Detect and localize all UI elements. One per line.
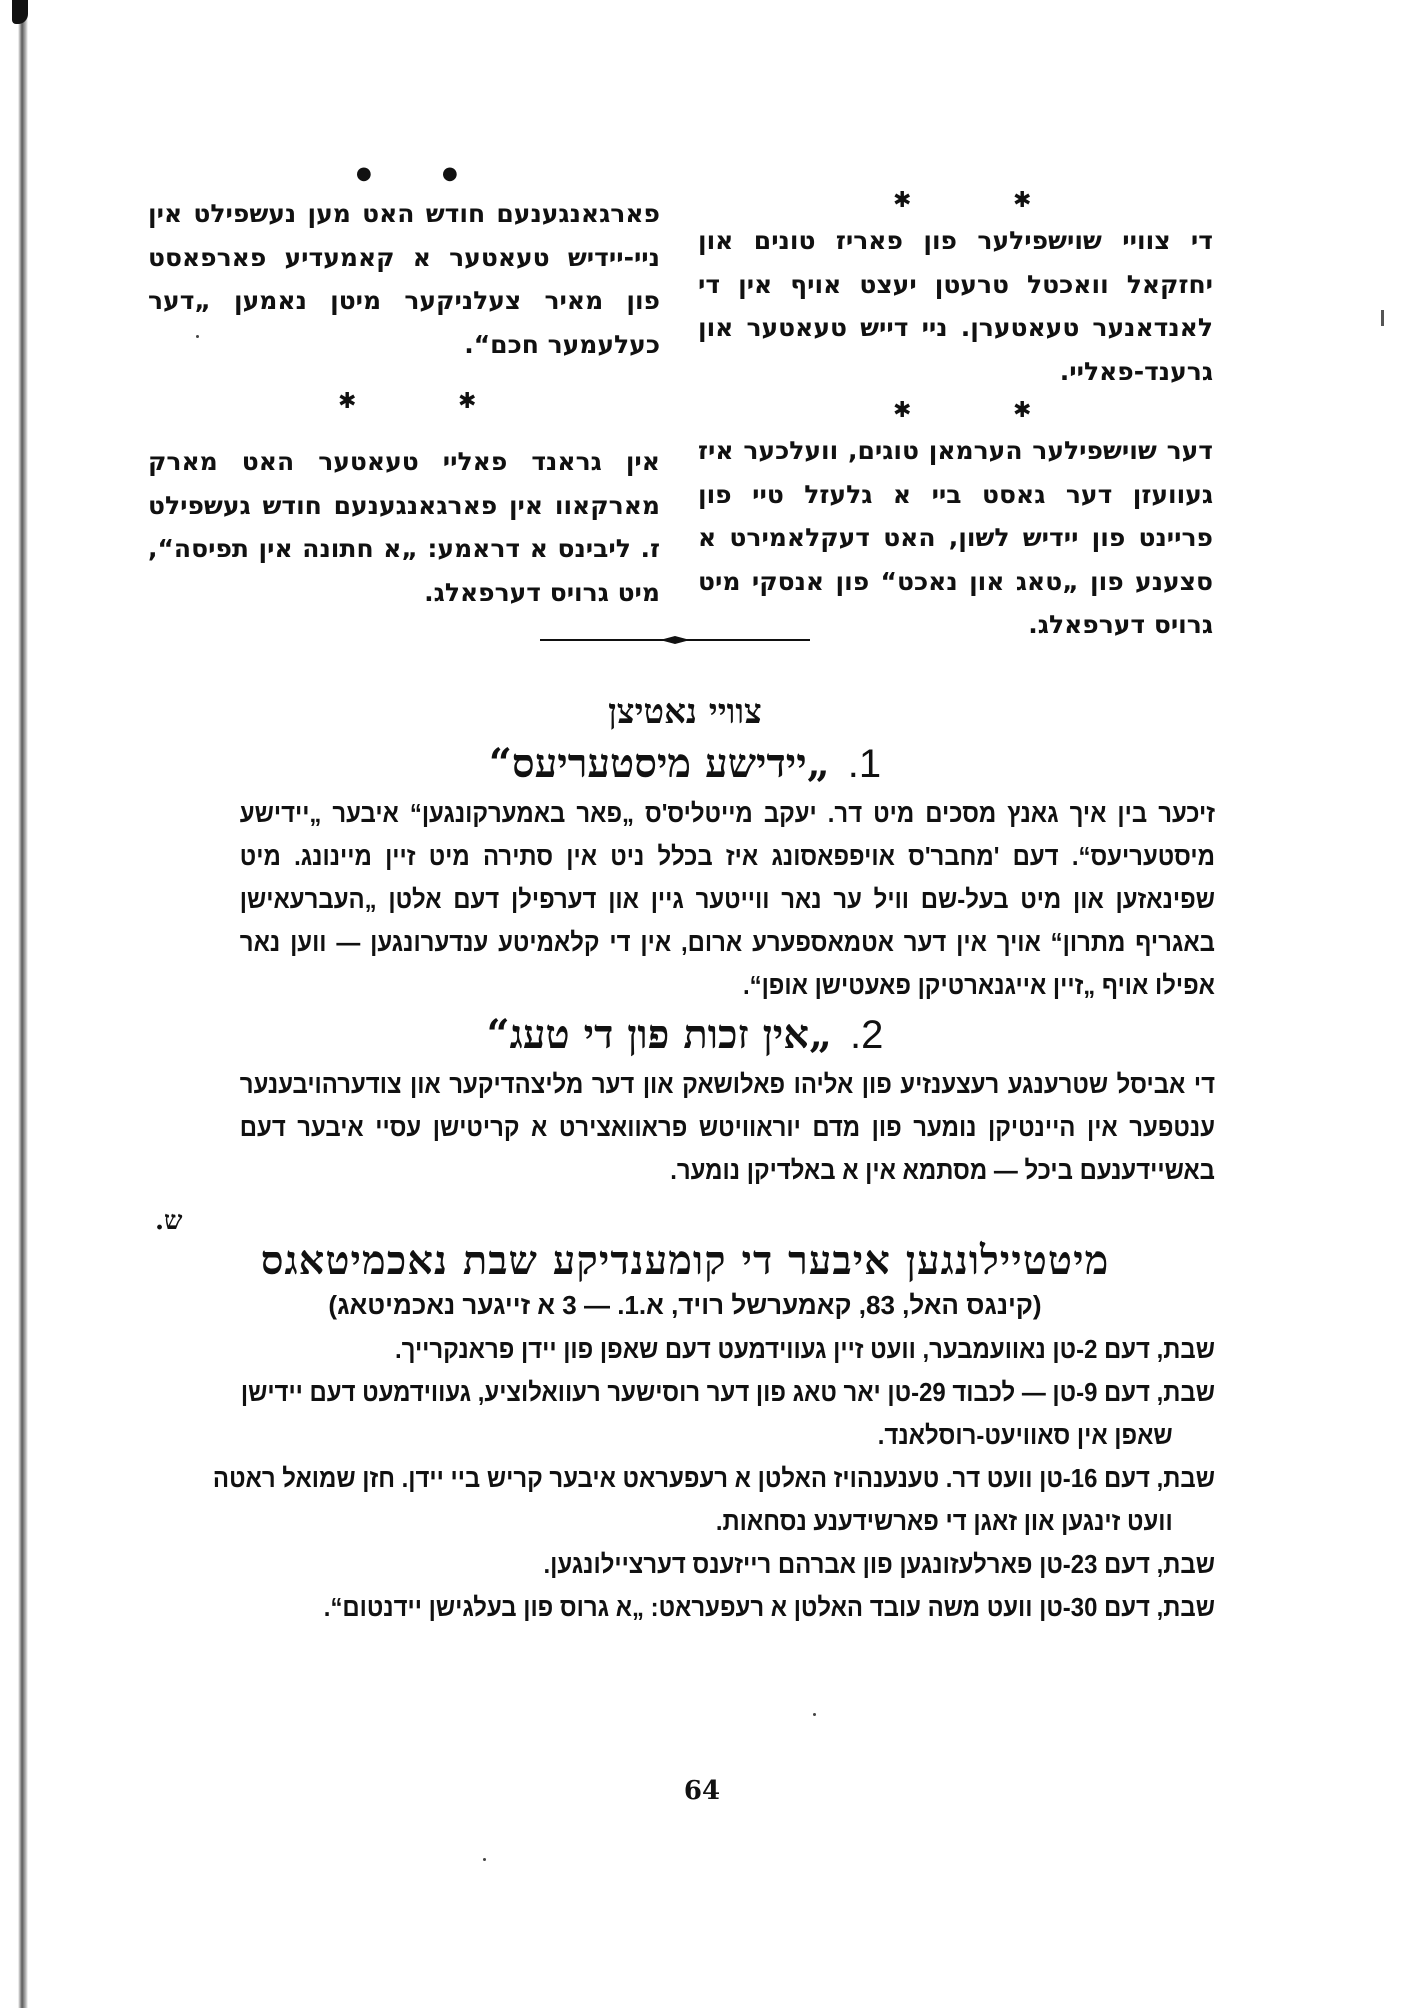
notice-heading-text: „יידישע מיסטעריעס“ <box>488 740 830 787</box>
events-list <box>155 1328 1215 1629</box>
event-item: שבת, דעם 9-טן — לכבוד 29-טן יאר טאג פון דער רוסישער רעוואלוציע, געווידמעט דעם יידישן שאפן אין סאוויעט-רוסלאנד. <box>240 1377 1215 1450</box>
notice-body-2: די אביסל שטרענגע רעצענזיע פון אליהו פאלושאק און דער מליצהדיקער און צודערהויבענער ענטפער אין היינטיקן נומער פון מדם יוראוויטש פראוואצירט א קריטישן עסיי איבער דעם באשיידענעם ביכל — מסתמא אין א באלדיקן נומער. <box>239 1069 1215 1185</box>
scan-speck <box>196 335 199 338</box>
event-item: שבת, דעם 30-טן וועט משה עובד האלטן א רעפעראט: „א גרוס פון בעלגישן יידנטום“. <box>323 1592 1215 1622</box>
asterisk-icon: ✱ <box>893 398 912 423</box>
author-signature: ש. <box>155 1206 183 1236</box>
main-section <box>155 688 1215 1629</box>
events-title: מיטטיילונגען איבער די קומענדיקע שבת נאכמיטאגס <box>260 1237 1110 1284</box>
events-address: (קינגס האל, 83, קאמערשל רויד, א.1. — 3 א זייגער נאכמיטאג) <box>328 1290 1042 1320</box>
asterisk-icon: ✱ <box>338 389 357 414</box>
notices-title: צוויי נאטיצן <box>608 692 762 732</box>
event-item: שבת, דעם 2-טן נאוועמבער, וועט זיין געווידמעט דעם שאפן פון יידן פראנקרייך. <box>395 1334 1215 1364</box>
page-binding-edge <box>0 0 28 2008</box>
notice-number: 2. <box>849 1013 884 1057</box>
separator-asterisks <box>698 393 1213 429</box>
asterisk-icon: ✱ <box>1013 188 1032 213</box>
notice-heading-text: „אין זכות פון די טעג“ <box>486 1011 832 1058</box>
event-item: שבת, דעם 16-טן וועט דר. טענענהויז האלטן א רעפעראט איבער קריש ביי יידן. חזן שמואל ראטה וועט זינגען און זאגן די פארשידענע נסחאות. <box>212 1463 1215 1536</box>
notice-number: 1. <box>847 742 882 786</box>
asterisk-icon: ✱ <box>458 389 477 414</box>
margin-mark <box>1381 310 1384 326</box>
event-item: שבת, דעם 23-טן פארלעזונגען פון אברהם רייזענס דערציילונגען. <box>543 1549 1215 1579</box>
notice-heading-1 <box>155 736 1215 792</box>
binding-corner-shadow <box>12 0 28 24</box>
notice-body-1: זיכער בין איך גאנץ מסכים מיט דר. יעקב מייטליס'ס „פאר באמערקונגען“ איבער „יידישע מיסטעריעס“. דעם 'מחבר'ס אויפפאסונג איז בכלל ניט אין סתירה מיט זיין מיינונג. מיט שפינאזען און מיט בעל-שם וויל ער נאר ווייטער גיין און דערפילן דעם אלטן „העברעאישן באגריף מתרון“ אויך אין דער אטמאספערע ארום, אין די קלאמיטע ענדערונגען — ווען נאר אפילו אויף „זיין אייגנארטיקן פאעטישן אופן“. <box>239 798 1215 1000</box>
news-item: די צוויי שוישפילער פון פאריז טונים און יחזקאל וואכטל טרעטן יעצט אויף אין די לאנדאנער טעאטערן. ניי דייש טעאטער און גרענד-פאליי. <box>698 226 1213 386</box>
right-column <box>698 183 1213 647</box>
separator-dots <box>148 156 660 192</box>
page-number: 64 <box>683 1776 721 1806</box>
separator-asterisks <box>148 384 660 420</box>
separator-asterisks <box>698 183 1213 219</box>
news-item: אין גראנד פאליי טעאטער האט מארק מארקאוו אין פארגאנגענעם חודש געשפילט ז. ליבינס א דראמע: „א חתונה אין תפיסה“, מיט גרויס דערפאלג. <box>148 447 660 607</box>
dot-icon: ● <box>356 163 372 184</box>
asterisk-icon: ✱ <box>1013 398 1032 423</box>
section-divider <box>540 636 810 644</box>
news-item: דער שוישפילער הערמאן טוגים, וועלכער איז געוועזן דער גאסט ביי א גלעזל טיי פון פריינט פון יידיש לשון, האט דעקלאמירט א סצענע פון „טאג און נאכט“ פון אנסקי מיט גרויס דערפאלג. <box>698 436 1213 639</box>
left-column <box>148 163 660 614</box>
news-item: פארגאנגענעם חודש האט מען נעשפילט אין ניי-יידיש טעאטער א קאמעדיע פארפאסט פון מאיר צעלניקער מיטן נאמען „דער כעלעמער חכם“. <box>148 199 660 359</box>
dot-icon: ● <box>442 163 458 184</box>
scan-speck <box>813 1713 816 1716</box>
notice-heading-2 <box>155 1007 1215 1063</box>
asterisk-icon: ✱ <box>893 188 912 213</box>
scan-speck <box>483 1858 486 1861</box>
